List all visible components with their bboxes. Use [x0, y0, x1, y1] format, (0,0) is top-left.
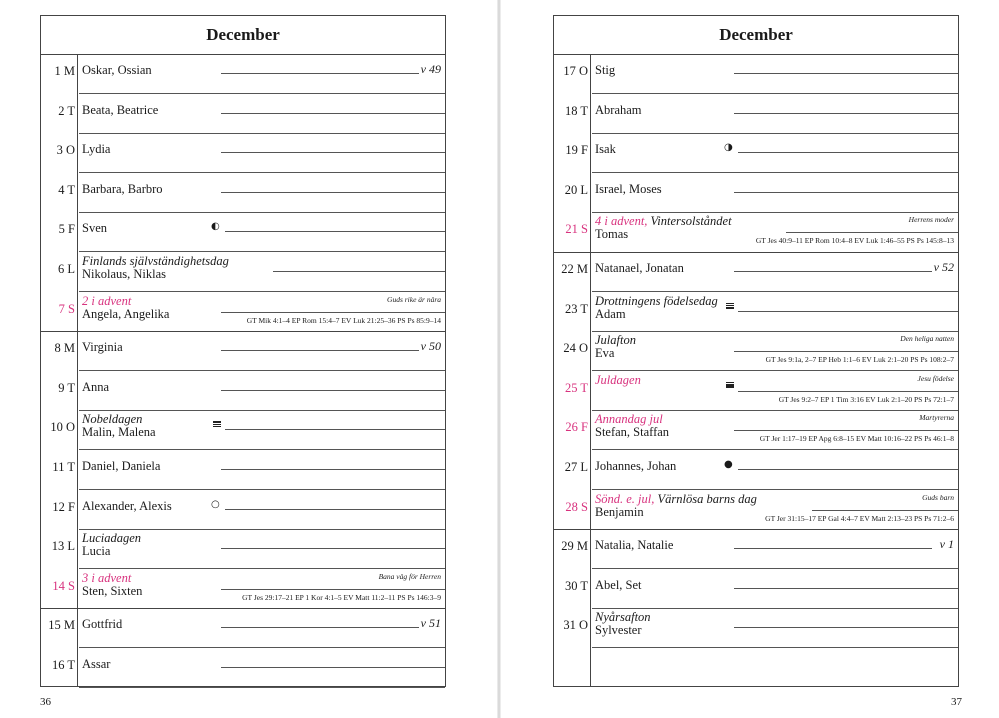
- day-row: [41, 450, 445, 490]
- day-label: 22 M: [561, 262, 588, 276]
- day-label: 12 F: [52, 499, 75, 514]
- day-names: [595, 261, 684, 276]
- holiday-name: Luciadagen: [82, 531, 142, 546]
- day-names: [82, 142, 110, 157]
- day-row: [554, 608, 958, 648]
- holiday-name: 4 i advent,: [595, 214, 648, 229]
- day-label: 8 M: [54, 341, 75, 356]
- day-row: [554, 173, 958, 213]
- bible-readings: GT Jes 9:2–7 EP 1 Tim 3:16 EV Luk 2:1–20 PS Ps 72:1–7: [778, 394, 954, 404]
- day-label: 15 M: [48, 618, 75, 633]
- day-names: [595, 493, 757, 519]
- day-label: 17 O: [563, 64, 588, 78]
- day-names: [595, 295, 718, 321]
- writing-line: [734, 351, 958, 352]
- day-row: [554, 371, 958, 411]
- week-number: v 51: [420, 616, 441, 631]
- sunday-theme: Martyrerna: [919, 413, 954, 423]
- name-day: Barbara, Barbro: [82, 181, 163, 196]
- name-day: Sylvester: [595, 623, 642, 638]
- name-day: Eva: [595, 346, 615, 361]
- writing-line: [738, 469, 958, 470]
- writing-line: [221, 350, 419, 351]
- bible-readings: GT Jer 1:17–19 EP Apg 6:8–15 EV Matt 10:16–22 PS Ps 46:1–8: [759, 434, 954, 444]
- writing-line: [734, 548, 932, 549]
- day-names: [82, 572, 142, 598]
- name-day: Israel, Moses: [595, 181, 662, 196]
- day-row: [554, 133, 958, 173]
- day-names: [595, 374, 641, 387]
- writing-line: [734, 192, 958, 193]
- name-day: Assar: [82, 657, 111, 671]
- name-day: Daniel, Daniela: [82, 459, 161, 473]
- day-row: [41, 490, 445, 530]
- day-row: [554, 54, 958, 94]
- day-row: [41, 173, 445, 213]
- right-page: [501, 0, 999, 718]
- writing-line: [221, 469, 445, 470]
- flag-day-icon: [213, 421, 221, 427]
- day-row: [554, 212, 958, 253]
- sunday-theme: Guds rike är nära: [387, 294, 441, 304]
- name-day: Oskar, Ossian: [82, 63, 152, 77]
- sunday-theme: Herrens moder: [908, 215, 954, 225]
- holiday-name: Annandag jul: [595, 412, 663, 427]
- day-row: [41, 608, 445, 648]
- holiday-name: Sönd. e. jul,: [595, 491, 655, 506]
- name-day: Abel, Set: [595, 577, 642, 592]
- writing-line: [738, 152, 958, 153]
- writing-line: [734, 73, 958, 74]
- day-label: 5 F: [58, 222, 75, 237]
- day-row: [41, 54, 445, 94]
- writing-line: [734, 430, 958, 431]
- week-number: v 52: [933, 260, 954, 274]
- calendar-frame-right: [553, 15, 959, 687]
- name-day: Stig: [595, 63, 616, 77]
- writing-line: [734, 113, 958, 114]
- writing-line: [221, 312, 445, 313]
- day-row: [554, 292, 958, 332]
- day-row: [554, 490, 958, 531]
- day-row: [554, 450, 958, 490]
- name-day: Beata, Beatrice: [82, 102, 159, 117]
- moon-full-icon: ○: [211, 498, 220, 510]
- holiday-name: 2 i advent: [82, 293, 132, 308]
- bible-readings: GT Jer 31:15–17 EP Gal 4:4–7 EV Matt 2:13–23 PS Ps 71:2–6: [765, 513, 954, 523]
- sunday-theme: Guds barn: [922, 492, 954, 502]
- day-names: [82, 617, 122, 632]
- day-row: [41, 212, 445, 252]
- writing-line: [221, 548, 445, 549]
- writing-line: [786, 232, 958, 233]
- bible-readings: GT Jes 9:1a, 2–7 EP Heb 1:1–6 EV Luk 2:1–20 PS Ps 108:2–7: [765, 355, 954, 365]
- day-label: 24 O: [563, 341, 588, 356]
- day-label: 6 L: [57, 262, 75, 276]
- day-row: [41, 410, 445, 450]
- name-day: Alexander, Alexis: [82, 498, 172, 513]
- writing-line: [221, 152, 445, 153]
- name-day: Natalia, Natalie: [595, 538, 674, 553]
- day-names: [595, 413, 669, 439]
- day-label: 27 L: [564, 460, 588, 474]
- holiday-name: Nyårsafton: [595, 610, 651, 625]
- writing-line: [221, 192, 445, 193]
- day-label: 10 O: [50, 420, 75, 435]
- day-names: [82, 499, 172, 514]
- writing-line: [592, 647, 958, 648]
- month-title: December: [554, 16, 958, 55]
- writing-line: [273, 271, 445, 272]
- flag-day-icon: [726, 303, 734, 309]
- day-label: 23 T: [564, 301, 588, 316]
- week-number: v 49: [420, 62, 441, 76]
- day-label: 31 O: [563, 618, 588, 633]
- day-row: [41, 94, 445, 134]
- week-number: v 50: [420, 339, 441, 354]
- name-day: Anna: [82, 379, 110, 394]
- day-names: [595, 611, 651, 637]
- writing-line: [812, 510, 958, 511]
- day-label: 18 T: [564, 103, 588, 118]
- name-day: Angela, Angelika: [82, 306, 170, 321]
- day-label: 16 T: [51, 658, 75, 672]
- day-label: 7 S: [58, 301, 75, 316]
- writing-line: [225, 231, 445, 232]
- day-names: [82, 380, 109, 395]
- holiday-name-extra: Värnlösa barns dag: [654, 491, 757, 506]
- day-names: [82, 182, 163, 197]
- name-day: Gottfrid: [82, 617, 123, 632]
- writing-line: [734, 627, 958, 628]
- sunday-theme: Bana väg för Herren: [378, 571, 441, 581]
- sunday-theme: Jesu födelse: [917, 373, 954, 383]
- holiday-name: Julafton: [595, 333, 636, 348]
- bible-readings: GT Jes 29:17–21 EP 1 Kor 4:1–5 EV Matt 11:2–11 PS Ps 146:3–9: [242, 592, 441, 602]
- page-number: 36: [40, 696, 51, 708]
- day-names: [595, 142, 616, 157]
- day-names: [595, 103, 642, 118]
- day-label: 21 S: [565, 222, 588, 237]
- day-row: [554, 410, 958, 450]
- writing-line: [221, 589, 445, 590]
- writing-line: [221, 113, 445, 114]
- day-names: [82, 657, 110, 672]
- day-label: 20 L: [564, 182, 588, 197]
- day-names: [595, 215, 732, 241]
- day-names: [595, 63, 615, 78]
- name-day: Abraham: [595, 102, 642, 117]
- writing-line: [738, 391, 958, 392]
- day-label: 29 M: [561, 539, 588, 554]
- holiday-name: Juldagen: [595, 372, 641, 387]
- day-label: 3 O: [56, 143, 75, 158]
- day-names: [595, 334, 636, 360]
- holiday-name: 3 i advent: [82, 570, 132, 585]
- writing-line: [225, 429, 445, 430]
- day-row: [41, 133, 445, 173]
- name-day: Virginia: [82, 340, 123, 355]
- name-day: Sven: [82, 221, 107, 236]
- holiday-name: Drottningens födelsedag: [595, 293, 718, 308]
- day-names: [82, 221, 107, 236]
- bible-readings: GT Jes 40:9–11 EP Rom 10:4–8 EV Luk 1:46–55 PS Ps 145:8–13: [755, 236, 954, 246]
- sunday-theme: Den heliga natten: [900, 334, 954, 344]
- day-label: 26 F: [565, 420, 588, 435]
- day-row: [41, 252, 445, 292]
- day-row: [41, 371, 445, 411]
- day-names: [82, 532, 141, 558]
- day-label: 19 F: [565, 143, 588, 158]
- day-names: [595, 578, 642, 593]
- moon-last-quarter-icon: ◑: [724, 142, 733, 154]
- day-label: 30 T: [564, 578, 588, 593]
- day-label: 2 T: [58, 103, 75, 118]
- name-day: Lydia: [82, 142, 111, 157]
- name-day: Stefan, Staffan: [595, 425, 670, 440]
- name-day: Isak: [595, 142, 616, 157]
- flag-day-icon: [726, 382, 734, 388]
- name-day: Sten, Sixten: [82, 583, 143, 598]
- page-number: 37: [951, 696, 962, 708]
- day-label: 11 T: [52, 460, 75, 474]
- writing-line: [221, 627, 419, 628]
- day-names: [595, 182, 662, 197]
- left-page: [0, 0, 498, 718]
- writing-line: [221, 390, 445, 391]
- writing-line: [221, 667, 445, 668]
- day-row: [41, 529, 445, 569]
- name-day: Tomas: [595, 227, 629, 242]
- bible-readings: GT Mik 4:1–4 EP Rom 15:4–7 EV Luk 21:25–36 PS Ps 85:9–14: [246, 315, 441, 325]
- day-label: 13 L: [51, 539, 75, 554]
- day-label: 1 M: [54, 64, 75, 78]
- day-names: [82, 255, 229, 281]
- writing-line: [225, 509, 445, 510]
- name-day: Benjamin: [595, 504, 644, 519]
- day-names: [82, 340, 123, 355]
- name-day: Nikolaus, Niklas: [82, 267, 167, 281]
- writing-line: [734, 271, 932, 272]
- writing-line: [221, 73, 419, 74]
- name-day: Adam: [595, 306, 626, 321]
- day-row: [41, 569, 445, 610]
- name-day: Lucia: [82, 544, 111, 559]
- day-names: [595, 538, 673, 553]
- name-day: Malin, Malena: [82, 425, 156, 440]
- moon-first-quarter-icon: ◐: [211, 221, 220, 233]
- writing-line: [738, 311, 958, 312]
- day-label: 14 S: [52, 578, 75, 593]
- calendar-frame-left: [40, 15, 446, 687]
- day-row: [554, 252, 958, 292]
- name-day: Natanael, Jonatan: [595, 261, 684, 275]
- day-label: 25 T: [564, 380, 588, 395]
- week-number: v 1: [939, 537, 954, 552]
- day-label: 28 S: [565, 499, 588, 514]
- month-title: December: [41, 16, 445, 55]
- day-row: [41, 331, 445, 371]
- day-row: [554, 569, 958, 609]
- day-label: 9 T: [58, 380, 75, 395]
- day-names: [82, 295, 169, 321]
- holiday-name: Nobeldagen: [82, 412, 143, 427]
- day-row: [554, 94, 958, 134]
- day-row: [41, 292, 445, 333]
- day-names: [82, 103, 158, 118]
- moon-new-icon: ●: [724, 459, 733, 470]
- writing-line: [79, 687, 445, 688]
- day-names: [82, 459, 160, 474]
- day-names: [82, 413, 156, 439]
- name-day: Johannes, Johan: [595, 459, 677, 473]
- holiday-name-extra: Vintersolståndet: [647, 214, 732, 229]
- day-row: [41, 648, 445, 688]
- day-row: [554, 529, 958, 569]
- day-names: [595, 459, 676, 474]
- day-names: [82, 63, 152, 78]
- day-label: 4 T: [58, 182, 75, 197]
- holiday-name: Finlands självständighetsdag: [82, 254, 229, 268]
- day-row: [554, 331, 958, 371]
- writing-line: [734, 588, 958, 589]
